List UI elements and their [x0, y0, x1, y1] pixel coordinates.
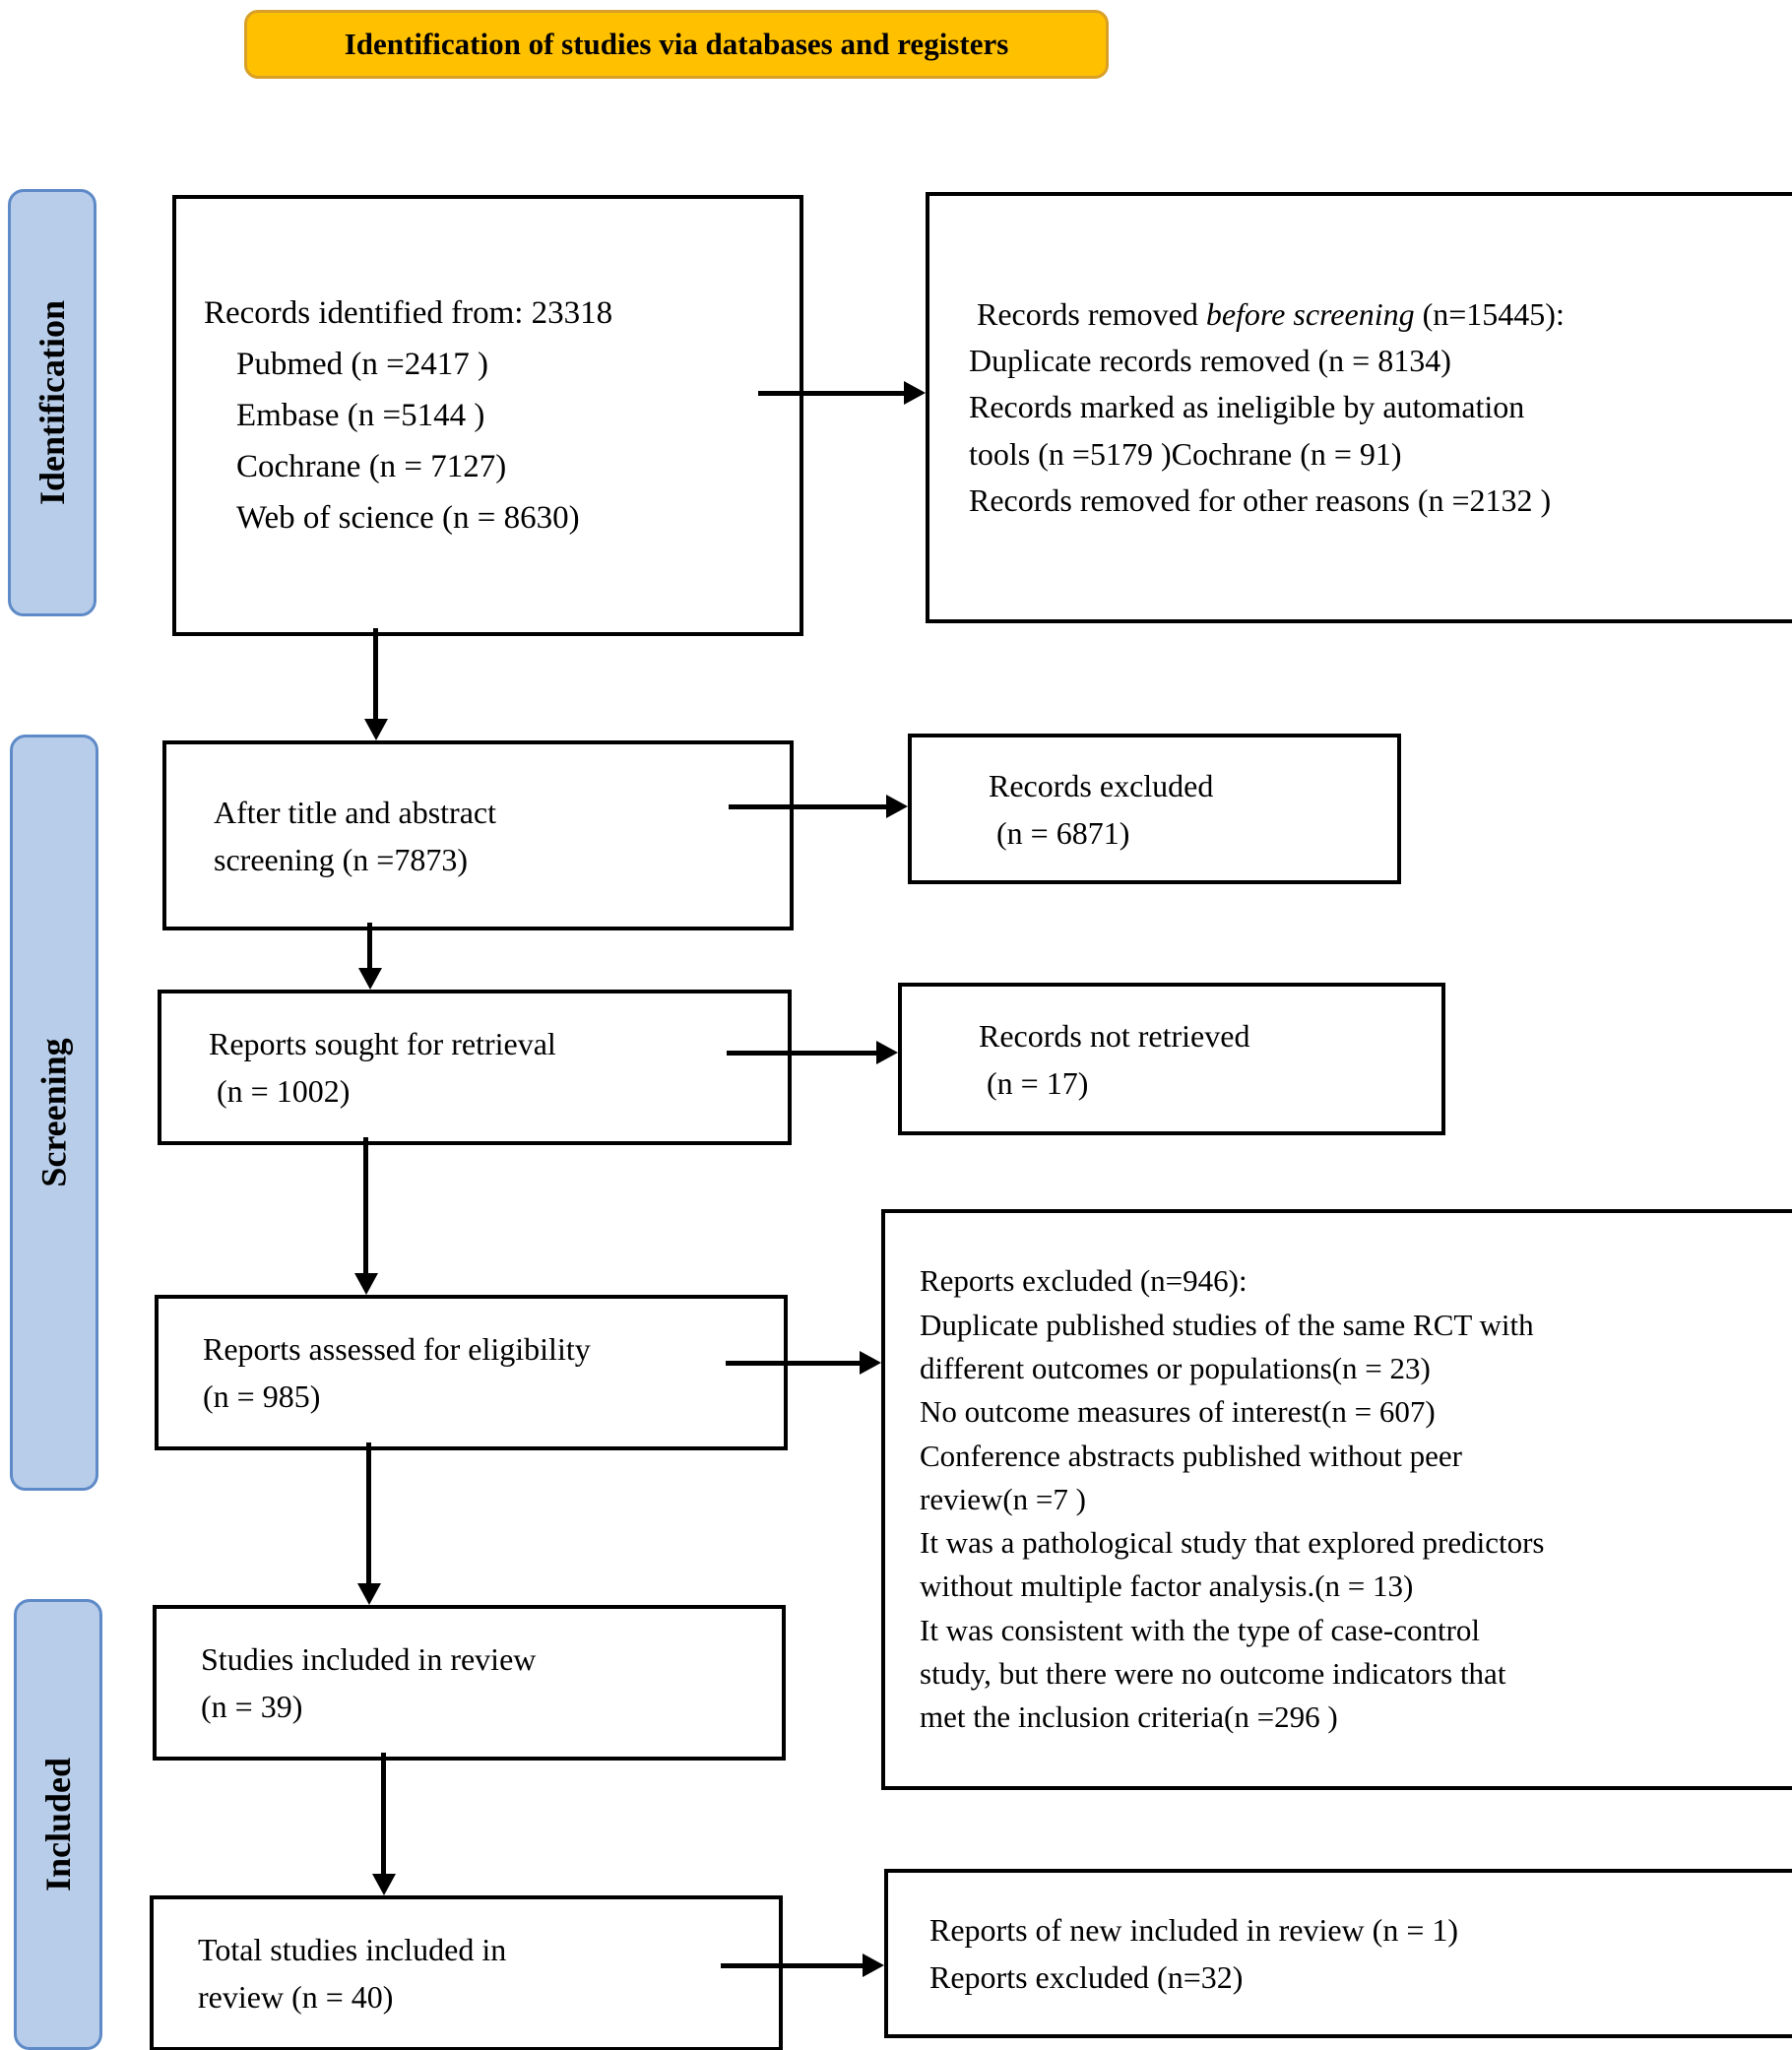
text-line: After title and abstract	[214, 794, 496, 830]
text-line: Reports sought for retrieval	[209, 1026, 556, 1061]
text-line: (n = 6871)	[989, 814, 1130, 851]
box-total-studies-included	[150, 1895, 783, 2050]
records-removed-prefix: Records removed	[969, 296, 1206, 333]
arrow-shaft	[381, 1753, 386, 1876]
arrow-assessed-to-included	[366, 1442, 371, 1605]
text-line: Duplicate records removed (n = 8134)	[969, 343, 1451, 379]
arrow-head	[358, 968, 382, 990]
arrow-sought-to-not-retrieved	[727, 1051, 898, 1056]
stage-label-screening-text: Screening	[34, 1038, 74, 1187]
arrow-sought-to-assessed	[363, 1137, 368, 1295]
text-line: Conference abstracts published without peer	[920, 1438, 1462, 1473]
box-reports-excluded-reasons	[881, 1209, 1792, 1790]
arrow-shaft	[727, 1051, 878, 1056]
text-line: review(n =7 )	[920, 1481, 1086, 1516]
arrow-shaft	[367, 923, 372, 970]
arrow-shaft	[366, 1442, 371, 1585]
box-records-excluded	[908, 734, 1401, 884]
arrow-identified-to-screening	[373, 628, 378, 740]
arrow-head	[372, 1874, 396, 1895]
arrow-shaft	[363, 1137, 368, 1275]
text-line: It was a pathological study that explored predictors	[920, 1525, 1545, 1561]
box-studies-included	[153, 1605, 786, 1761]
box-reports-assessed	[155, 1295, 788, 1450]
text-line: Pubmed (n =2417 )	[204, 346, 489, 382]
arrow-head	[863, 1954, 884, 1977]
box-title-abstract-screening	[162, 740, 794, 930]
text-line: tools (n =5179 )Cochrane (n = 91)	[969, 435, 1402, 472]
text-line: Records not retrieved	[979, 1017, 1250, 1054]
text-line: Reports assessed for eligibility	[203, 1331, 591, 1367]
arrow-head	[904, 381, 926, 405]
text-line: without multiple factor analysis.(n = 13)	[920, 1569, 1414, 1604]
arrow-head	[860, 1351, 881, 1375]
box-reports-new-included	[884, 1869, 1792, 2038]
text-line: (n = 985)	[203, 1378, 321, 1414]
text-line: Reports excluded (n=32)	[929, 1959, 1244, 1995]
text-line: met the inclusion criteria(n =296 )	[920, 1699, 1338, 1735]
text-line: Records identified from: 23318	[204, 294, 613, 331]
text-line: No outcome measures of interest(n = 607)	[920, 1394, 1436, 1430]
arrow-shaft	[729, 804, 888, 809]
text-line: Cochrane (n = 7127)	[204, 449, 507, 485]
stage-label-identification-text: Identification	[32, 299, 73, 506]
box-records-removed-before-screening	[926, 192, 1792, 623]
text-line: (n = 39)	[201, 1689, 303, 1724]
text-line: (n = 17)	[979, 1064, 1089, 1101]
text-line: Duplicate published studies of the same RCT with	[920, 1307, 1534, 1342]
arrow-shaft	[758, 391, 906, 396]
text-line: Embase (n =5144 )	[204, 397, 485, 433]
arrow-head	[886, 795, 908, 818]
text-line: study, but there were no outcome indicators that	[920, 1656, 1506, 1692]
arrow-head	[357, 1583, 381, 1605]
banner-title-text: Identification of studies via databases and registers	[344, 27, 1009, 61]
text-line: Records removed for other reasons (n =2132 )	[969, 481, 1552, 518]
box-records-identified	[172, 195, 803, 636]
text-line: (n = 1002)	[209, 1073, 351, 1109]
arrow-shaft	[373, 628, 378, 721]
arrow-screening-to-sought	[367, 923, 372, 990]
text-line: different outcomes or populations(n = 23)	[920, 1350, 1431, 1385]
arrow-included-to-total	[381, 1753, 386, 1895]
arrow-total-to-reports-new	[721, 1963, 884, 1968]
text-line: Records marked as ineligible by automation	[969, 389, 1525, 425]
text-line: It was consistent with the type of case-control	[920, 1612, 1481, 1647]
stage-label-included-text: Included	[38, 1757, 78, 1892]
arrow-head	[364, 719, 388, 740]
text-line: Reports of new included in review (n = 1)	[929, 1912, 1459, 1948]
box-records-not-retrieved	[898, 983, 1445, 1135]
stage-label-identification	[8, 189, 96, 616]
text-line: Records excluded	[989, 767, 1214, 803]
arrow-screening-to-excluded	[729, 804, 908, 809]
text-line: Web of science (n = 8630)	[204, 500, 580, 537]
text-line: Studies included in review	[201, 1641, 537, 1677]
banner-title	[244, 10, 1109, 79]
arrow-shaft	[721, 1963, 864, 1968]
text-line	[969, 291, 1792, 338]
text-line: screening (n =7873)	[214, 841, 468, 877]
arrow-shaft	[726, 1361, 862, 1366]
stage-label-screening	[10, 735, 98, 1491]
arrow-identified-to-removed	[758, 391, 926, 396]
arrow-head	[354, 1273, 378, 1295]
records-removed-suffix: (n=15445):	[1414, 296, 1565, 333]
stage-label-included	[14, 1599, 102, 2050]
box-reports-sought	[158, 990, 792, 1145]
arrow-head	[876, 1041, 898, 1064]
text-line: Total studies included in	[198, 1932, 507, 1967]
text-line: review (n = 40)	[198, 1979, 394, 2015]
text-line: Reports excluded (n=946):	[920, 1263, 1248, 1299]
arrow-assessed-to-excluded-reasons	[726, 1361, 881, 1366]
records-removed-italic: before screening	[1205, 296, 1415, 333]
